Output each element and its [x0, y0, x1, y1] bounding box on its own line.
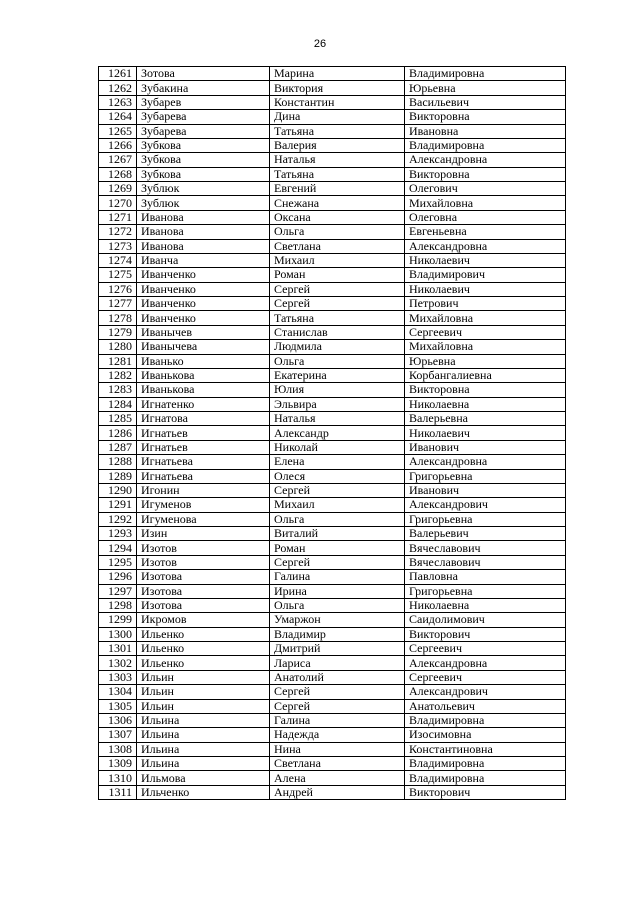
- patronymic-cell: Константиновна: [405, 742, 566, 756]
- patronymic-cell: Александровна: [405, 153, 566, 167]
- patronymic-cell: Петрович: [405, 297, 566, 311]
- table-row: [99, 153, 566, 167]
- patronymic-cell: Александровна: [405, 455, 566, 469]
- patronymic-cell: Викторович: [405, 785, 566, 799]
- surname-cell: Изотова: [137, 570, 270, 584]
- first-name-cell: Дмитрий: [270, 642, 405, 656]
- surname-cell: Зубарев: [137, 95, 270, 109]
- first-name-cell: Наталья: [270, 412, 405, 426]
- surname-cell: Ильина: [137, 757, 270, 771]
- first-name-cell: Константин: [270, 95, 405, 109]
- first-name-cell: Татьяна: [270, 167, 405, 181]
- first-name-cell: Сергей: [270, 685, 405, 699]
- first-name-cell: Владимир: [270, 627, 405, 641]
- row-number-cell: 1264: [99, 110, 137, 124]
- row-number-cell: 1288: [99, 455, 137, 469]
- surname-cell: Иванченко: [137, 297, 270, 311]
- row-number-cell: 1271: [99, 210, 137, 224]
- first-name-cell: Станислав: [270, 325, 405, 339]
- first-name-cell: Ольга: [270, 598, 405, 612]
- surname-cell: Зотова: [137, 67, 270, 81]
- row-number-cell: 1278: [99, 311, 137, 325]
- first-name-cell: Михаил: [270, 253, 405, 267]
- surname-cell: Зубакина: [137, 81, 270, 95]
- first-name-cell: Анатолий: [270, 670, 405, 684]
- table-row: [99, 498, 566, 512]
- first-name-cell: Андрей: [270, 785, 405, 799]
- row-number-cell: 1287: [99, 440, 137, 454]
- row-number-cell: 1309: [99, 757, 137, 771]
- row-number-cell: 1265: [99, 124, 137, 138]
- first-name-cell: Оксана: [270, 210, 405, 224]
- surname-cell: Игнатьев: [137, 440, 270, 454]
- table-row: [99, 742, 566, 756]
- surname-cell: Ильмова: [137, 771, 270, 785]
- patronymic-cell: Николаевна: [405, 397, 566, 411]
- row-number-cell: 1285: [99, 412, 137, 426]
- row-number-cell: 1272: [99, 225, 137, 239]
- surname-cell: Иванькова: [137, 368, 270, 382]
- table-row: [99, 67, 566, 81]
- first-name-cell: Евгений: [270, 182, 405, 196]
- table-row: [99, 354, 566, 368]
- row-number-cell: 1280: [99, 340, 137, 354]
- table-row: [99, 138, 566, 152]
- patronymic-cell: Николаевич: [405, 282, 566, 296]
- first-name-cell: Умаржон: [270, 613, 405, 627]
- row-number-cell: 1292: [99, 512, 137, 526]
- surname-cell: Изотов: [137, 555, 270, 569]
- table-row: [99, 325, 566, 339]
- surname-cell: Зубкова: [137, 153, 270, 167]
- patronymic-cell: Ивановна: [405, 124, 566, 138]
- surname-cell: Иванова: [137, 225, 270, 239]
- table-row: [99, 713, 566, 727]
- table-row: [99, 613, 566, 627]
- patronymic-cell: Саидолимович: [405, 613, 566, 627]
- surname-cell: Ильин: [137, 670, 270, 684]
- first-name-cell: Алена: [270, 771, 405, 785]
- patronymic-cell: Сергеевич: [405, 325, 566, 339]
- row-number-cell: 1305: [99, 699, 137, 713]
- row-number-cell: 1310: [99, 771, 137, 785]
- surname-cell: Изин: [137, 527, 270, 541]
- table-row: [99, 685, 566, 699]
- first-name-cell: Марина: [270, 67, 405, 81]
- patronymic-cell: Вячеславович: [405, 541, 566, 555]
- patronymic-cell: Викторовна: [405, 383, 566, 397]
- surname-cell: Иванычев: [137, 325, 270, 339]
- patronymic-cell: Викторовна: [405, 167, 566, 181]
- row-number-cell: 1284: [99, 397, 137, 411]
- table-row: [99, 196, 566, 210]
- patronymic-cell: Юрьевна: [405, 354, 566, 368]
- table-row: [99, 469, 566, 483]
- row-number-cell: 1306: [99, 713, 137, 727]
- first-name-cell: Галина: [270, 570, 405, 584]
- first-name-cell: Олеся: [270, 469, 405, 483]
- surname-cell: Изотов: [137, 541, 270, 555]
- row-number-cell: 1281: [99, 354, 137, 368]
- surname-cell: Игнатьева: [137, 455, 270, 469]
- patronymic-cell: Николаевич: [405, 253, 566, 267]
- row-number-cell: 1293: [99, 527, 137, 541]
- first-name-cell: Дина: [270, 110, 405, 124]
- first-name-cell: Николай: [270, 440, 405, 454]
- table-row: [99, 642, 566, 656]
- row-number-cell: 1291: [99, 498, 137, 512]
- surname-cell: Ильина: [137, 728, 270, 742]
- table-row: [99, 584, 566, 598]
- first-name-cell: Светлана: [270, 757, 405, 771]
- patronymic-cell: Викторович: [405, 627, 566, 641]
- first-name-cell: Галина: [270, 713, 405, 727]
- first-name-cell: Виталий: [270, 527, 405, 541]
- patronymic-cell: Васильевич: [405, 95, 566, 109]
- patronymic-cell: Николаевич: [405, 426, 566, 440]
- row-number-cell: 1311: [99, 785, 137, 799]
- row-number-cell: 1308: [99, 742, 137, 756]
- surname-cell: Ильенко: [137, 642, 270, 656]
- table-row: [99, 210, 566, 224]
- patronymic-cell: Григорьевна: [405, 469, 566, 483]
- first-name-cell: Лариса: [270, 656, 405, 670]
- table-row: [99, 527, 566, 541]
- surname-cell: Игнатьева: [137, 469, 270, 483]
- first-name-cell: Наталья: [270, 153, 405, 167]
- first-name-cell: Ольга: [270, 512, 405, 526]
- surname-cell: Игнатенко: [137, 397, 270, 411]
- first-name-cell: Сергей: [270, 699, 405, 713]
- patronymic-cell: Изосимовна: [405, 728, 566, 742]
- row-number-cell: 1295: [99, 555, 137, 569]
- first-name-cell: Ирина: [270, 584, 405, 598]
- table-row: [99, 656, 566, 670]
- patronymic-cell: Павловна: [405, 570, 566, 584]
- row-number-cell: 1299: [99, 613, 137, 627]
- patronymic-cell: Владимировна: [405, 138, 566, 152]
- table-row: [99, 383, 566, 397]
- first-name-cell: Сергей: [270, 555, 405, 569]
- surname-cell: Игнатова: [137, 412, 270, 426]
- surname-cell: Ильченко: [137, 785, 270, 799]
- row-number-cell: 1303: [99, 670, 137, 684]
- patronymic-cell: Валерьевич: [405, 527, 566, 541]
- row-number-cell: 1296: [99, 570, 137, 584]
- table-row: [99, 670, 566, 684]
- row-number-cell: 1294: [99, 541, 137, 555]
- row-number-cell: 1266: [99, 138, 137, 152]
- table-row: [99, 412, 566, 426]
- first-name-cell: Снежана: [270, 196, 405, 210]
- patronymic-cell: Иванович: [405, 483, 566, 497]
- patronymic-cell: Юрьевна: [405, 81, 566, 95]
- table-row: [99, 771, 566, 785]
- surname-cell: Зубкова: [137, 167, 270, 181]
- table-row: [99, 483, 566, 497]
- first-name-cell: Валерия: [270, 138, 405, 152]
- patronymic-cell: Владимировна: [405, 67, 566, 81]
- table-row: [99, 81, 566, 95]
- patronymic-cell: Вячеславович: [405, 555, 566, 569]
- patronymic-cell: Владимировна: [405, 757, 566, 771]
- table-row: [99, 426, 566, 440]
- row-number-cell: 1300: [99, 627, 137, 641]
- row-number-cell: 1302: [99, 656, 137, 670]
- row-number-cell: 1279: [99, 325, 137, 339]
- surname-cell: Иванычева: [137, 340, 270, 354]
- surname-cell: Ильина: [137, 742, 270, 756]
- row-number-cell: 1274: [99, 253, 137, 267]
- table-row: [99, 253, 566, 267]
- first-name-cell: Сергей: [270, 282, 405, 296]
- patronymic-cell: Владимировна: [405, 771, 566, 785]
- surname-cell: Иванча: [137, 253, 270, 267]
- table-row: [99, 455, 566, 469]
- table-row: [99, 555, 566, 569]
- surname-cell: Иванько: [137, 354, 270, 368]
- patronymic-cell: Владимирович: [405, 268, 566, 282]
- row-number-cell: 1286: [99, 426, 137, 440]
- surname-cell: Зубкова: [137, 138, 270, 152]
- patronymic-cell: Олеговна: [405, 210, 566, 224]
- surname-cell: Иванова: [137, 210, 270, 224]
- first-name-cell: Светлана: [270, 239, 405, 253]
- surname-cell: Зублюк: [137, 196, 270, 210]
- surname-cell: Икромов: [137, 613, 270, 627]
- row-number-cell: 1262: [99, 81, 137, 95]
- patronymic-cell: Григорьевна: [405, 512, 566, 526]
- table-row: [99, 124, 566, 138]
- row-number-cell: 1297: [99, 584, 137, 598]
- surname-cell: Игуменов: [137, 498, 270, 512]
- table-row: [99, 699, 566, 713]
- first-name-cell: Михаил: [270, 498, 405, 512]
- table-row: [99, 397, 566, 411]
- patronymic-cell: Николаевна: [405, 598, 566, 612]
- table-row: [99, 440, 566, 454]
- surname-cell: Иванченко: [137, 282, 270, 296]
- row-number-cell: 1269: [99, 182, 137, 196]
- names-table: [98, 66, 566, 800]
- first-name-cell: Екатерина: [270, 368, 405, 382]
- surname-cell: Игуменова: [137, 512, 270, 526]
- table-row: [99, 110, 566, 124]
- table-row: [99, 368, 566, 382]
- row-number-cell: 1267: [99, 153, 137, 167]
- first-name-cell: Татьяна: [270, 311, 405, 325]
- first-name-cell: Нина: [270, 742, 405, 756]
- row-number-cell: 1304: [99, 685, 137, 699]
- row-number-cell: 1307: [99, 728, 137, 742]
- row-number-cell: 1301: [99, 642, 137, 656]
- first-name-cell: Ольга: [270, 354, 405, 368]
- first-name-cell: Сергей: [270, 483, 405, 497]
- row-number-cell: 1261: [99, 67, 137, 81]
- table-row: [99, 728, 566, 742]
- surname-cell: Зублюк: [137, 182, 270, 196]
- table-row: [99, 95, 566, 109]
- row-number-cell: 1276: [99, 282, 137, 296]
- table-row: [99, 167, 566, 181]
- surname-cell: Иванченко: [137, 268, 270, 282]
- surname-cell: Игнатьев: [137, 426, 270, 440]
- first-name-cell: Людмила: [270, 340, 405, 354]
- row-number-cell: 1275: [99, 268, 137, 282]
- surname-cell: Зубарева: [137, 110, 270, 124]
- table-row: [99, 311, 566, 325]
- table-row: [99, 340, 566, 354]
- patronymic-cell: Александровна: [405, 656, 566, 670]
- patronymic-cell: Сергеевич: [405, 670, 566, 684]
- table-row: [99, 297, 566, 311]
- first-name-cell: Татьяна: [270, 124, 405, 138]
- patronymic-cell: Сергеевич: [405, 642, 566, 656]
- row-number-cell: 1282: [99, 368, 137, 382]
- table-row: [99, 627, 566, 641]
- patronymic-cell: Викторовна: [405, 110, 566, 124]
- row-number-cell: 1268: [99, 167, 137, 181]
- surname-cell: Ильин: [137, 699, 270, 713]
- patronymic-cell: Александрович: [405, 498, 566, 512]
- row-number-cell: 1283: [99, 383, 137, 397]
- first-name-cell: Виктория: [270, 81, 405, 95]
- patronymic-cell: Иванович: [405, 440, 566, 454]
- patronymic-cell: Владимировна: [405, 713, 566, 727]
- surname-cell: Ильина: [137, 713, 270, 727]
- surname-cell: Изотова: [137, 584, 270, 598]
- table-row: [99, 757, 566, 771]
- row-number-cell: 1298: [99, 598, 137, 612]
- first-name-cell: Юлия: [270, 383, 405, 397]
- table-row: [99, 239, 566, 253]
- patronymic-cell: Григорьевна: [405, 584, 566, 598]
- names-table-body: [99, 67, 566, 800]
- first-name-cell: Надежда: [270, 728, 405, 742]
- table-row: [99, 268, 566, 282]
- patronymic-cell: Михайловна: [405, 196, 566, 210]
- table-row: [99, 282, 566, 296]
- first-name-cell: Эльвира: [270, 397, 405, 411]
- first-name-cell: Александр: [270, 426, 405, 440]
- patronymic-cell: Анатольевич: [405, 699, 566, 713]
- first-name-cell: Ольга: [270, 225, 405, 239]
- patronymic-cell: Михайловна: [405, 340, 566, 354]
- surname-cell: Игонин: [137, 483, 270, 497]
- surname-cell: Иванова: [137, 239, 270, 253]
- surname-cell: Иванькова: [137, 383, 270, 397]
- table-row: [99, 570, 566, 584]
- surname-cell: Зубарева: [137, 124, 270, 138]
- row-number-cell: 1277: [99, 297, 137, 311]
- table-row: [99, 598, 566, 612]
- surname-cell: Изотова: [137, 598, 270, 612]
- row-number-cell: 1290: [99, 483, 137, 497]
- first-name-cell: Роман: [270, 541, 405, 555]
- patronymic-cell: Евгеньевна: [405, 225, 566, 239]
- row-number-cell: 1273: [99, 239, 137, 253]
- table-row: [99, 225, 566, 239]
- surname-cell: Ильенко: [137, 627, 270, 641]
- first-name-cell: Сергей: [270, 297, 405, 311]
- patronymic-cell: Олегович: [405, 182, 566, 196]
- surname-cell: Иванченко: [137, 311, 270, 325]
- first-name-cell: Елена: [270, 455, 405, 469]
- patronymic-cell: Александровна: [405, 239, 566, 253]
- surname-cell: Ильенко: [137, 656, 270, 670]
- page-number: 26: [313, 38, 327, 50]
- table-row: [99, 785, 566, 799]
- patronymic-cell: Валерьевна: [405, 412, 566, 426]
- surname-cell: Ильин: [137, 685, 270, 699]
- patronymic-cell: Александрович: [405, 685, 566, 699]
- first-name-cell: Роман: [270, 268, 405, 282]
- table-row: [99, 541, 566, 555]
- row-number-cell: 1289: [99, 469, 137, 483]
- patronymic-cell: Михайловна: [405, 311, 566, 325]
- table-row: [99, 512, 566, 526]
- row-number-cell: 1270: [99, 196, 137, 210]
- patronymic-cell: Корбангалиевна: [405, 368, 566, 382]
- table-row: [99, 182, 566, 196]
- row-number-cell: 1263: [99, 95, 137, 109]
